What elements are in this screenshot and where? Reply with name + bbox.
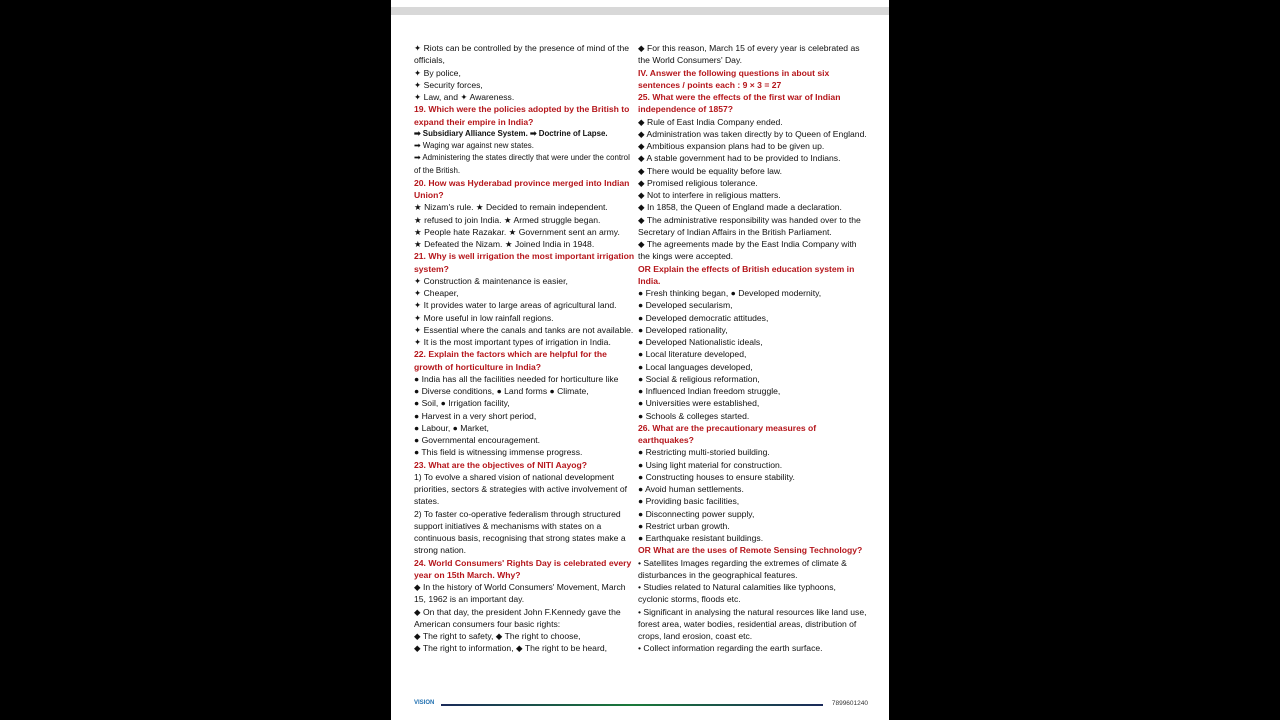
question-heading: 21. Why is well irrigation the most important irrigation system? bbox=[414, 251, 635, 274]
footer-rule bbox=[441, 704, 823, 706]
text-line: ● Labour, ● Market, bbox=[414, 422, 489, 433]
text-line: ◆ Ambitious expansion plans had to be given up. bbox=[638, 141, 825, 151]
text-line: • Significant in analysing the natural resources like land use, forest area, water bodies, residential areas, distribution of crops, land erosion, coast etc. bbox=[638, 606, 867, 641]
text-line: ✦ More useful in low rainfall regions. bbox=[414, 312, 554, 323]
right-column bbox=[638, 42, 868, 655]
question-heading: 23. What are the objectives of NITI Aayog? bbox=[414, 459, 588, 470]
page-footer bbox=[414, 700, 868, 710]
text-line: ✦ Security forces, bbox=[414, 79, 483, 90]
text-line: ✦ It is the most important types of irrigation in India. bbox=[414, 337, 611, 347]
question-heading: 24. World Consumers' Rights Day is celebrated every year on 15th March. Why? bbox=[414, 557, 632, 580]
text-line: ◆ The right to safety, ◆ The right to choose, bbox=[414, 631, 581, 641]
text-line: ● Developed rationality, bbox=[638, 324, 728, 335]
text-line: ● Restricting multi-storied building. bbox=[638, 447, 770, 458]
footer-brand: VISION bbox=[414, 700, 435, 706]
text-line: ◆ The right to information, ◆ The right to be heard, bbox=[414, 643, 607, 654]
text-line: 1) To evolve a shared vision of national development priorities, sectors & strategies with active involvement of states. bbox=[414, 471, 628, 507]
question-heading: 22. Explain the factors which are helpful for the growth of horticulture in India? bbox=[414, 349, 607, 372]
text-line: ✦ Construction & maintenance is easier, bbox=[414, 275, 568, 286]
text-line: ● Local languages developed, bbox=[638, 361, 753, 372]
text-line: ◆ In the history of World Consumers' Movement, March 15, 1962 is an important day. bbox=[414, 582, 626, 605]
text-line: ★ refused to join India. ★ Armed struggle began. bbox=[414, 214, 601, 225]
text-line: ✦ Law, and ✦ Awareness. bbox=[414, 92, 515, 102]
left-column bbox=[414, 42, 636, 655]
document-page bbox=[391, 0, 889, 720]
text-line: ● Universities were established, bbox=[638, 398, 760, 409]
text-line: ● Developed Nationalistic ideals, bbox=[638, 337, 763, 347]
text-line: 2) To faster co-operative federalism through structured support initiatives & mechanisms with states on a continuous basis, recognising that strong states make a strong nation. bbox=[414, 508, 626, 556]
text-line: ◆ A stable government had to be provided to Indians. bbox=[638, 153, 841, 164]
text-line: ➡ Waging war against new states. bbox=[414, 141, 534, 150]
text-line: ◆ The administrative responsibility was handed over to the Secretary of Indian Affairs in the British Parliament. bbox=[638, 214, 861, 237]
text-line: ● India has all the facilities needed for horticulture like bbox=[414, 373, 619, 384]
text-line: • Studies related to Natural calamities like typhoons, cyclonic storms, floods etc. bbox=[638, 582, 836, 605]
text-line: ● Social & religious reformation, bbox=[638, 373, 760, 384]
text-line: ◆ For this reason, March 15 of every year is celebrated as the World Consumers' Day. bbox=[638, 43, 860, 66]
text-line: ● Developed secularism, bbox=[638, 300, 733, 311]
text-line: ✦ Riots can be controlled by the presence of mind of the officials, bbox=[414, 43, 630, 66]
text-line: ● Soil, ● Irrigation facility, bbox=[414, 398, 510, 409]
text-line: ★ Nizam's rule. ★ Decided to remain independent. bbox=[414, 202, 608, 213]
text-line: ● Providing basic facilities, bbox=[638, 496, 740, 507]
text-line: ◆ Administration was taken directly by to Queen of England. bbox=[638, 128, 867, 139]
text-line: ★ People hate Razakar. ★ Government sent an army. bbox=[414, 226, 620, 237]
text-line: ● Earthquake resistant buildings. bbox=[638, 533, 764, 543]
text-line: ◆ Rule of East India Company ended. bbox=[638, 116, 783, 127]
text-line: ◆ On that day, the president John F.Kennedy gave the American consumers four basic rights: bbox=[414, 606, 621, 629]
text-line: ● Harvest in a very short period, bbox=[414, 410, 537, 421]
text-line: ● Governmental encouragement. bbox=[414, 435, 541, 445]
text-line: ✦ By police, bbox=[414, 67, 461, 78]
text-line: ◆ Not to interfere in religious matters. bbox=[638, 190, 781, 200]
text-line: ◆ Promised religious tolerance. bbox=[638, 177, 758, 188]
text-line: ● Disconnecting power supply, bbox=[638, 508, 755, 519]
text-line: ● Using light material for construction. bbox=[638, 459, 783, 470]
text-line: ● This field is witnessing immense progress. bbox=[414, 447, 583, 458]
question-heading: 25. What were the effects of the first war of Indian independence of 1857? bbox=[638, 92, 841, 115]
text-line: ● Avoid human settlements. bbox=[638, 484, 744, 494]
page-top-bar bbox=[391, 7, 889, 15]
text-line: ● Fresh thinking began, ● Developed modernity, bbox=[638, 288, 822, 298]
question-heading: OR Explain the effects of British education system in India. bbox=[638, 263, 855, 286]
question-heading: 26. What are the precautionary measures of earthquakes? bbox=[638, 422, 817, 445]
text-line: ✦ Cheaper, bbox=[414, 288, 459, 298]
text-line: ● Influenced Indian freedom struggle, bbox=[638, 386, 781, 396]
text-line: ● Diverse conditions, ● Land forms ● Climate, bbox=[414, 386, 589, 396]
text-line: ● Constructing houses to ensure stability. bbox=[638, 471, 795, 482]
text-line: ✦ It provides water to large areas of agricultural land. bbox=[414, 300, 617, 311]
text-line: ● Schools & colleges started. bbox=[638, 410, 750, 421]
text-line: ◆ There would be equality before law. bbox=[638, 165, 783, 176]
text-line: ➡ Administering the states directly that were under the control of the British. bbox=[414, 153, 630, 175]
text-line: ◆ In 1858, the Queen of England made a declaration. bbox=[638, 202, 842, 213]
text-line: ★ Defeated the Nizam. ★ Joined India in 1948. bbox=[414, 239, 595, 249]
text-line: ✦ Essential where the canals and tanks are not available. bbox=[414, 324, 634, 335]
text-line: ● Restrict urban growth. bbox=[638, 520, 730, 531]
text-line: ● Developed democratic attitudes, bbox=[638, 312, 769, 323]
text-line: ➡ Subsidiary Alliance System. ➡ Doctrine of Lapse. bbox=[414, 128, 608, 138]
question-heading: OR What are the uses of Remote Sensing Technology? bbox=[638, 545, 863, 556]
text-line: ● Local literature developed, bbox=[638, 349, 747, 360]
footer-phone: 7899601240 bbox=[831, 700, 868, 707]
text-line: ◆ The agreements made by the East India Company with the kings were accepted. bbox=[638, 239, 857, 262]
question-heading: IV. Answer the following questions in about six sentences / points each : 9 × 3 = 27 bbox=[638, 67, 830, 90]
question-heading: 19. Which were the policies adopted by the British to expand their empire in India? bbox=[414, 104, 630, 127]
text-line: • Satellites Images regarding the extremes of climate & disturbances in the geographical features. bbox=[638, 557, 847, 580]
text-line: • Collect information regarding the earth surface. bbox=[638, 643, 823, 654]
question-heading: 20. How was Hyderabad province merged into Indian Union? bbox=[414, 177, 630, 200]
